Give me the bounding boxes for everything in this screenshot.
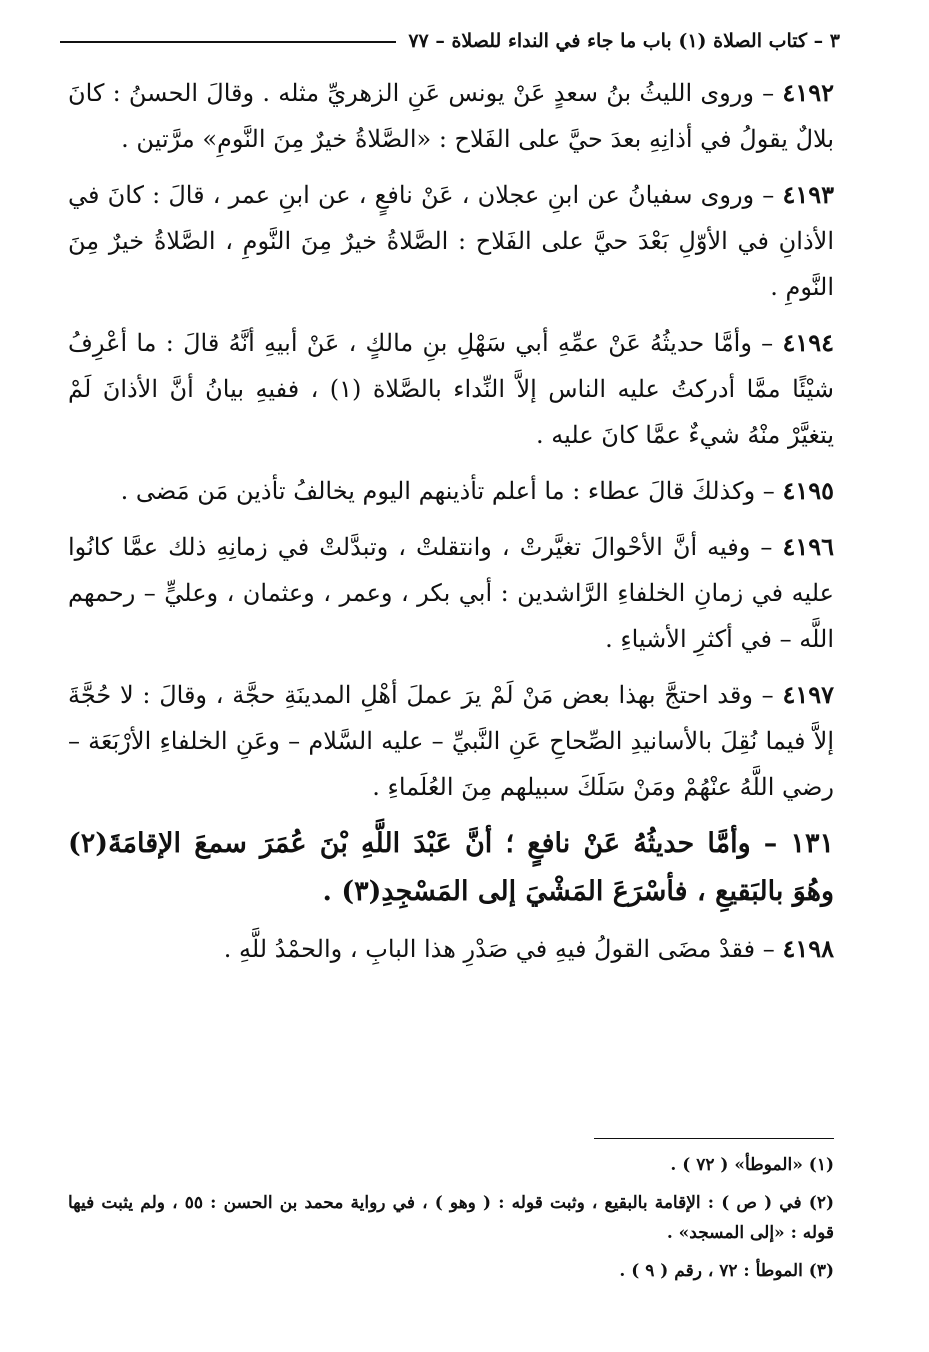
paragraph-text: – وروى سفيانُ عن ابنِ عجلان ، عَنْ نافعٍ ، عن ابنِ عمر ، قالَ : كانَ في الأذانِ في الأوّلِ بَعْدَ حيَّ على الفَلاح : الصَّلاةُ خيرٌ مِنَ النَّومِ ، الصَّلاةُ خيرٌ مِنَ النَّومِ . <box>68 181 834 301</box>
hadith-text: – وأمَّا حديثُهُ عَنْ نافعٍ ؛ أنَّ عَبْدَ اللَّهِ بْنَ عُمَرَ سمعَ الإقامَةَ(٢) وهُوَ بالبَقيعِ ، فأسْرَعَ المَشْيَ إلى المَسْجِدِ(٣) . <box>68 828 834 907</box>
running-header <box>60 30 840 52</box>
paragraph-4195 <box>68 468 834 514</box>
running-title: ٣ – كتاب الصلاة (١) باب ما جاء في النداء للصلاة – ٧٧ <box>408 30 840 52</box>
header-rule <box>60 41 396 43</box>
paragraph-number: ٤١٩٢ <box>782 78 834 107</box>
paragraph-number: ٤١٩٣ <box>782 180 834 209</box>
paragraph-text: – وكذلكَ قالَ عطاء : ما أعلم تأذينهم اليوم يخالفُ تأذين مَن مَضى . <box>120 477 775 505</box>
paragraph-number: ٤١٩٨ <box>782 934 834 963</box>
footnote-2: (٢) في ( ص ) : الإقامة بالبقيع ، وثبت قوله : ( وهو ) ، في رواية محمد بن الحسن : ٥٥ ، ولم يثبت فيها قوله : «إلى المسجد» . <box>68 1193 834 1243</box>
paragraph-text: – وروى الليثُ بنُ سعدٍ عَنْ يونس عَنِ الزهريِّ مثله . وقالَ الحسنُ : كانَ بلالٌ يقولُ في أذانِهِ بعدَ حيَّ على الفَلاح : «الصَّلاةُ خيرٌ مِنَ النَّومِ» مرَّتين . <box>68 79 834 153</box>
footnotes <box>68 1150 834 1294</box>
paragraph-4196 <box>68 524 834 662</box>
footnote-separator <box>594 1138 834 1139</box>
main-text <box>68 70 834 982</box>
paragraph-number: ٤١٩٧ <box>782 680 834 709</box>
paragraph-4194 <box>68 320 834 458</box>
paragraph-text: – فقدْ مضَى القولُ فيهِ في صَدْرِ هذا البابِ ، والحمْدُ للَّهِ . <box>223 935 775 963</box>
paragraph-number: ٤١٩٥ <box>782 476 834 505</box>
paragraph-text: – وأمَّا حديثُهُ عَنْ عمِّهِ أبي سَهْلِ بنِ مالكٍ ، عَنْ أبيهِ أنَّهُ قالَ : ما أعْرِفُ شيْئًا ممَّا أدركتُ عليه الناس إلاَّ النِّداء بالصَّلاة (١) ، ففيهِ بيانُ أنَّ الأذانَ لَمْ يتغيَّرْ منْهُ شيءٌ عمَّا كانَ عليه . <box>68 329 834 449</box>
paragraph-4198 <box>68 926 834 972</box>
paragraph-4192 <box>68 70 834 162</box>
paragraph-number: ٤١٩٦ <box>782 532 834 561</box>
paragraph-number: ٤١٩٤ <box>782 328 834 357</box>
hadith-131 <box>68 820 834 916</box>
paragraph-text: – وقد احتجَّ بهذا بعض مَنْ لَمْ يرَ عملَ أهْلِ المدينَةِ حجَّة ، وقالَ : لا حُجَّةَ إلاَّ فيما نُقِلَ بالأسانيدِ الصِّحاحِ عَنِ النَّبيِّ – عليه السَّلام – وعَنِ الخلفاءِ الأرْبَعَة – رضي اللَّهُ عنْهُمْ ومَنْ سَلَكَ سبيلهم مِنَ العُلَماءِ . <box>68 681 834 801</box>
paragraph-text: – وفيه أنَّ الأحْوالَ تغيَّرتْ ، وانتقلتْ ، وتبدَّلتْ في زمانِهِ ذلك عمَّا كانُوا عليه في زمانِ الخلفاءِ الرَّاشدين : أبي بكر ، وعمر ، وعثمان ، وعليٍّ – رحمهم اللَّه – في أكثرِ الأشياءِ . <box>68 533 834 653</box>
footnote-1: (١) «الموطأ» ( ٧٢ ) . <box>670 1155 834 1175</box>
hadith-number: ١٣١ <box>790 828 835 859</box>
paragraph-4193 <box>68 172 834 310</box>
footnote-3: (٣) الموطأ : ٧٢ ، رقم ( ٩ ) . <box>619 1261 834 1281</box>
paragraph-4197 <box>68 672 834 810</box>
